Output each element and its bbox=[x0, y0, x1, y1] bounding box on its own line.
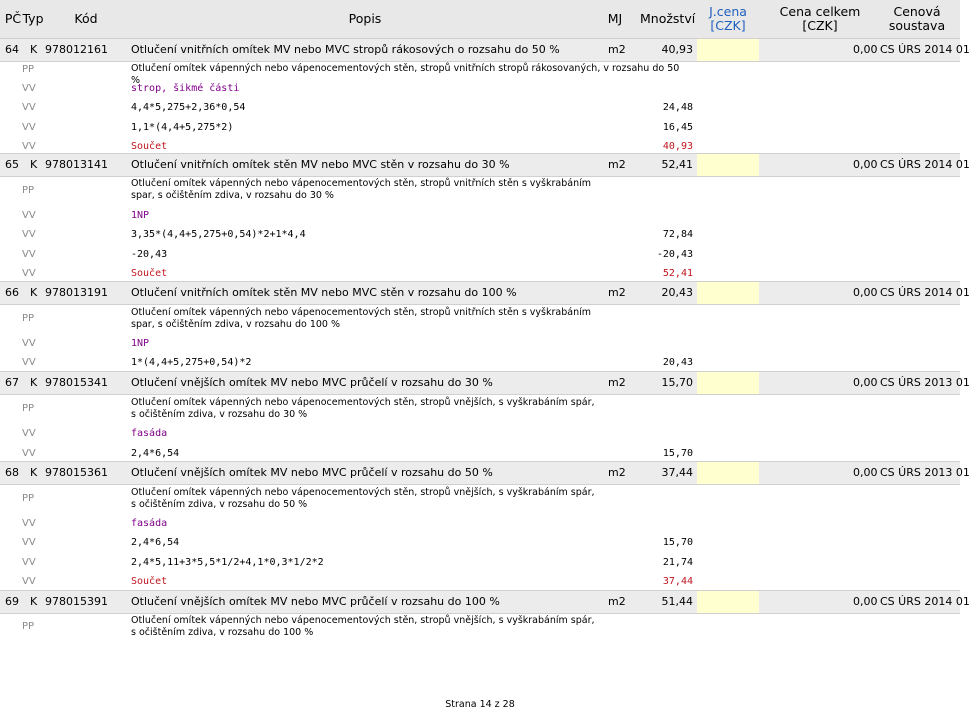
item-popis: Otlučení vnitřních omítek MV nebo MVC stropů rákosových o rozsahu do 50 % bbox=[131, 43, 560, 56]
col-header-jcena-line1: J.cena bbox=[709, 4, 747, 19]
vv-formula: -20,43 bbox=[131, 249, 168, 260]
item-mj: m2 bbox=[608, 286, 626, 299]
item-pc: 65 bbox=[5, 158, 19, 171]
col-header-mnozstvi: Množství bbox=[640, 11, 696, 26]
item-mj: m2 bbox=[608, 595, 626, 608]
item-mj: m2 bbox=[608, 466, 626, 479]
item-row[interactable] bbox=[0, 38, 970, 62]
vv-label: 1NP bbox=[131, 210, 150, 221]
item-typ: K bbox=[30, 376, 38, 389]
vv-formula: 3,35*(4,4+5,275+0,54)*2+1*4,4 bbox=[131, 229, 306, 240]
sub-row bbox=[0, 535, 960, 551]
vv-sum-value: 37,44 bbox=[662, 576, 693, 587]
sub-row bbox=[0, 208, 960, 224]
sub-row bbox=[0, 247, 960, 263]
unit-price-cell[interactable] bbox=[697, 154, 759, 176]
row-tag: VV bbox=[22, 141, 36, 152]
row-tag: VV bbox=[22, 102, 36, 113]
row-tag: VV bbox=[22, 428, 36, 439]
page-number: Strana 14 z 28 bbox=[445, 699, 515, 710]
item-soustava: CS ÚRS 2014 01 bbox=[880, 158, 970, 171]
item-pc: 64 bbox=[5, 43, 19, 56]
item-row[interactable] bbox=[0, 371, 970, 395]
sub-row bbox=[0, 426, 960, 442]
item-popis: Otlučení vnějších omítek MV nebo MVC průčelí v rozsahu do 30 % bbox=[131, 376, 493, 389]
item-popis: Otlučení vnějších omítek MV nebo MVC průčelí v rozsahu do 50 % bbox=[131, 466, 493, 479]
item-kod: 978015361 bbox=[45, 466, 108, 479]
row-tag: VV bbox=[22, 338, 36, 349]
item-qty: 15,70 bbox=[661, 376, 693, 389]
item-qty: 40,93 bbox=[661, 43, 693, 56]
item-celkem: 0,00 bbox=[853, 595, 878, 608]
row-tag: VV bbox=[22, 249, 36, 260]
unit-price-cell[interactable] bbox=[697, 282, 759, 304]
item-popis: Otlučení vnitřních omítek stěn MV nebo MVC stěn v rozsahu do 100 % bbox=[131, 286, 517, 299]
vv-value: 15,70 bbox=[662, 537, 693, 548]
vv-value: -20,43 bbox=[656, 249, 693, 260]
sub-row bbox=[0, 306, 960, 332]
item-pc: 66 bbox=[5, 286, 19, 299]
item-celkem: 0,00 bbox=[853, 376, 878, 389]
sub-row bbox=[0, 396, 960, 422]
item-soustava: CS ÚRS 2014 01 bbox=[880, 43, 970, 56]
pp-text: Otlučení omítek vápenných nebo vápenocementových stěn, stropů vnějších, s vyškrabáním spár, s očištěním zdiva, v rozsahu do 30 % bbox=[131, 397, 595, 420]
vv-value: 21,74 bbox=[662, 557, 693, 568]
col-header-soustava-line1: Cenová bbox=[893, 4, 941, 19]
item-celkem: 0,00 bbox=[853, 286, 878, 299]
item-popis: Otlučení vnitřních omítek stěn MV nebo MVC stěn v rozsahu do 30 % bbox=[131, 158, 510, 171]
sub-row bbox=[0, 355, 960, 371]
unit-price-cell[interactable] bbox=[697, 462, 759, 484]
sub-row bbox=[0, 266, 960, 282]
item-typ: K bbox=[30, 595, 38, 608]
row-tag: PP bbox=[22, 64, 35, 75]
row-tag: VV bbox=[22, 229, 36, 240]
item-popis: Otlučení vnějších omítek MV nebo MVC průčelí v rozsahu do 100 % bbox=[131, 595, 500, 608]
vv-value: 15,70 bbox=[662, 448, 693, 459]
row-tag: PP bbox=[22, 493, 35, 504]
sub-row bbox=[0, 336, 960, 352]
vv-formula: 2,4*6,54 bbox=[131, 537, 180, 548]
item-qty: 51,44 bbox=[661, 595, 693, 608]
col-header-popis: Popis bbox=[348, 11, 382, 26]
vv-formula: 1,1*(4,4+5,275*2) bbox=[131, 122, 234, 133]
row-tag: VV bbox=[22, 83, 36, 94]
col-header-pc: PČ bbox=[4, 11, 22, 26]
vv-value: 16,45 bbox=[662, 122, 693, 133]
item-kod: 978013191 bbox=[45, 286, 108, 299]
vv-sum-value: 52,41 bbox=[662, 268, 693, 279]
row-tag: PP bbox=[22, 403, 35, 414]
item-qty: 37,44 bbox=[661, 466, 693, 479]
row-tag: PP bbox=[22, 621, 35, 632]
item-soustava: CS ÚRS 2014 01 bbox=[880, 286, 970, 299]
pp-text: Otlučení omítek vápenných nebo vápenocementových stěn, stropů vnitřních stěn s vyškrabáním spar, s očištěním zdiva, v rozsahu do 100 % bbox=[131, 307, 591, 330]
row-tag: VV bbox=[22, 518, 36, 529]
col-header-typ: Typ bbox=[22, 11, 44, 26]
item-row[interactable] bbox=[0, 590, 970, 614]
sub-row bbox=[0, 446, 960, 462]
col-header-jcena-line2: [CZK] bbox=[710, 18, 746, 33]
sub-row bbox=[0, 574, 960, 590]
item-soustava: CS ÚRS 2013 01 bbox=[880, 466, 970, 479]
sub-row bbox=[0, 62, 960, 86]
item-celkem: 0,00 bbox=[853, 158, 878, 171]
row-tag: VV bbox=[22, 268, 36, 279]
col-header-celkem bbox=[776, 5, 864, 33]
item-typ: K bbox=[30, 286, 38, 299]
item-row[interactable] bbox=[0, 461, 970, 485]
item-qty: 52,41 bbox=[661, 158, 693, 171]
vv-sum-label: Součet bbox=[131, 576, 168, 587]
col-header-celkem-line1: Cena celkem bbox=[779, 4, 861, 19]
pp-text: Otlučení omítek vápenných nebo vápenocementových stěn, stropů vnitřních stěn s vyškrabáním spar, s očištěním zdiva, v rozsahu do 30 % bbox=[131, 178, 591, 201]
col-header-soustava-line2: soustava bbox=[888, 18, 946, 33]
item-soustava: CS ÚRS 2013 01 bbox=[880, 376, 970, 389]
item-kod: 978015341 bbox=[45, 376, 108, 389]
col-header-soustava bbox=[876, 5, 958, 33]
item-mj: m2 bbox=[608, 376, 626, 389]
item-soustava: CS ÚRS 2014 01 bbox=[880, 595, 970, 608]
item-celkem: 0,00 bbox=[853, 466, 878, 479]
table-header bbox=[0, 0, 960, 38]
unit-price-cell[interactable] bbox=[697, 591, 759, 613]
item-pc: 67 bbox=[5, 376, 19, 389]
item-typ: K bbox=[30, 43, 38, 56]
vv-value: 24,48 bbox=[662, 102, 693, 113]
pp-text: Otlučení omítek vápenných nebo vápenocementových stěn, stropů vnějších, s vyškrabáním spár, s očištěním zdiva, v rozsahu do 50 % bbox=[131, 487, 595, 510]
sub-row bbox=[0, 516, 960, 532]
sub-row bbox=[0, 614, 960, 640]
item-qty: 20,43 bbox=[661, 286, 693, 299]
col-header-celkem-line2: [CZK] bbox=[802, 18, 838, 33]
sub-row bbox=[0, 100, 960, 116]
item-row[interactable] bbox=[0, 281, 970, 305]
item-kod: 978013141 bbox=[45, 158, 108, 171]
row-tag: VV bbox=[22, 557, 36, 568]
vv-formula: 1*(4,4+5,275+0,54)*2 bbox=[131, 357, 252, 368]
item-row[interactable] bbox=[0, 153, 970, 177]
sub-row bbox=[0, 227, 960, 243]
vv-label: fasáda bbox=[131, 428, 168, 439]
vv-value: 72,84 bbox=[662, 229, 693, 240]
vv-sum-value: 40,93 bbox=[662, 141, 693, 152]
item-celkem: 0,00 bbox=[853, 43, 878, 56]
row-tag: VV bbox=[22, 357, 36, 368]
row-tag: VV bbox=[22, 537, 36, 548]
vv-label: fasáda bbox=[131, 518, 168, 529]
item-mj: m2 bbox=[608, 158, 626, 171]
col-header-jcena bbox=[700, 5, 756, 33]
vv-label: 1NP bbox=[131, 338, 150, 349]
vv-formula: 4,4*5,275+2,36*0,54 bbox=[131, 102, 246, 113]
item-kod: 978012161 bbox=[45, 43, 108, 56]
vv-label: strop, šikmé části bbox=[131, 83, 240, 94]
row-tag: PP bbox=[22, 313, 35, 324]
pp-text: Otlučení omítek vápenných nebo vápenocementových stěn, stropů vnitřních stropů rákosovaných, v rozsahu do 50 % bbox=[131, 63, 680, 86]
row-tag: PP bbox=[22, 185, 35, 196]
vv-value: 20,43 bbox=[662, 357, 693, 368]
row-tag: VV bbox=[22, 576, 36, 587]
vv-formula: 2,4*6,54 bbox=[131, 448, 180, 459]
unit-price-cell[interactable] bbox=[697, 39, 759, 61]
col-header-mj: MJ bbox=[607, 11, 623, 26]
row-tag: VV bbox=[22, 210, 36, 221]
row-tag: VV bbox=[22, 122, 36, 133]
col-header-kod: Kód bbox=[74, 11, 98, 26]
pp-text: Otlučení omítek vápenných nebo vápenocementových stěn, stropů vnějších, s vyškrabáním spár, s očištěním zdiva, v rozsahu do 100 % bbox=[131, 615, 595, 638]
item-typ: K bbox=[30, 466, 38, 479]
item-mj: m2 bbox=[608, 43, 626, 56]
item-pc: 68 bbox=[5, 466, 19, 479]
sub-row bbox=[0, 120, 960, 136]
unit-price-cell[interactable] bbox=[697, 372, 759, 394]
sub-row bbox=[0, 177, 960, 203]
vv-formula: 2,4*5,11+3*5,5*1/2+4,1*0,3*1/2*2 bbox=[131, 557, 324, 568]
sub-row bbox=[0, 486, 960, 512]
item-kod: 978015391 bbox=[45, 595, 108, 608]
sub-row bbox=[0, 555, 960, 571]
item-pc: 69 bbox=[5, 595, 19, 608]
sub-row bbox=[0, 80, 960, 96]
row-tag: VV bbox=[22, 448, 36, 459]
vv-sum-label: Součet bbox=[131, 268, 168, 279]
item-typ: K bbox=[30, 158, 38, 171]
vv-sum-label: Součet bbox=[131, 141, 168, 152]
